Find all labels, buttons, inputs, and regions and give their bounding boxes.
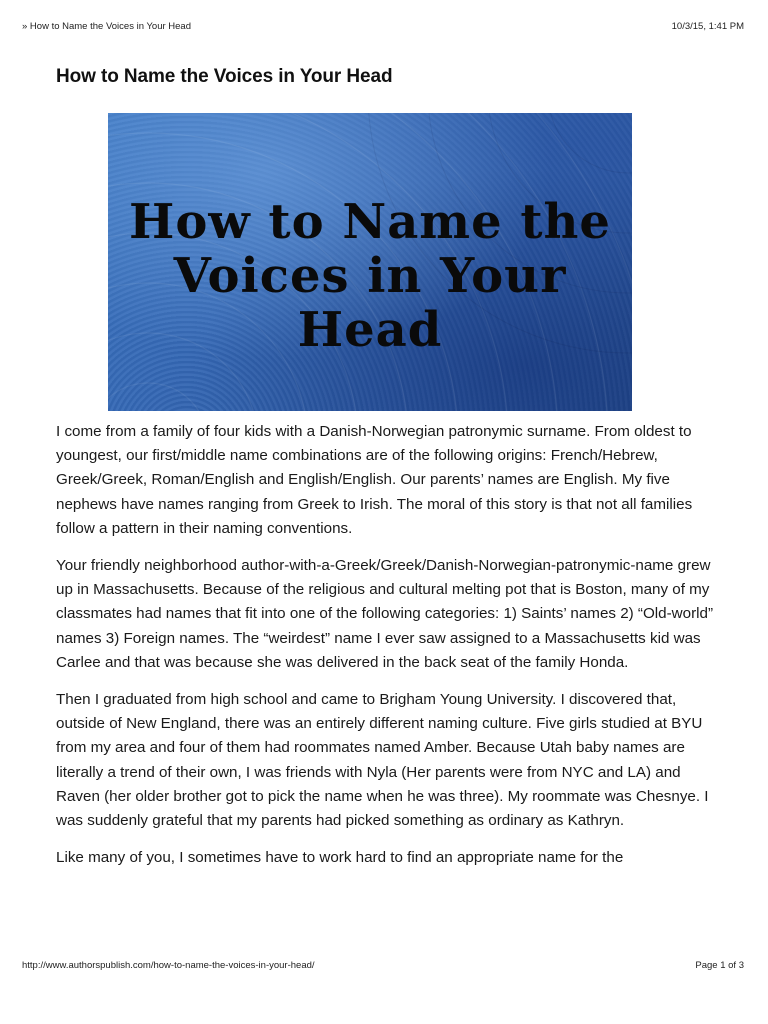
print-header — [22, 21, 744, 35]
article-body — [56, 420, 716, 883]
header-page-title: » How to Name the Voices in Your Head — [22, 21, 191, 32]
footer-url: http://www.authorspublish.com/how-to-name-the-voices-in-your-head/ — [22, 960, 315, 971]
page-number: Page 1 of 3 — [695, 960, 744, 971]
paragraph: Like many of you, I sometimes have to work hard to find an appropriate name for the — [56, 849, 624, 867]
print-footer — [22, 960, 744, 974]
hero-image — [108, 113, 632, 411]
paragraph: Then I graduated from high school and came to Brigham Young University. I discovered that, outside of New England, there was an entirely different naming culture. Five girls studied at BYU from my area and four of them had roommates named Amber. Because Utah baby names are literally a trend of their own, I was friends with Nyla (Her parents were from NYC and LA) and Raven (her older brother got to pick the name when he was three). My roommate was Chesnye. I was suddenly grateful that my parents had picked something as ordinary as Kathryn. — [56, 691, 709, 830]
article-title: How to Name the Voices in Your Head — [56, 66, 393, 87]
paragraph: I come from a family of four kids with a Danish-Norwegian patronymic surname. From oldest to youngest, our first/middle name combinations are of the following origins: French/Hebrew, Greek/Greek, Roman/English and English/English. Our parents’ names are English. My five nephews have names ranging from Greek to Irish. The moral of this story is that not all families follow a pattern in their naming conventions. — [56, 423, 693, 537]
hero-heading-line-1: How to Name the — [129, 194, 611, 250]
hero-heading-line-2: Voices in Your Head — [173, 248, 567, 358]
paragraph: Your friendly neighborhood author-with-a-Greek/Greek/Danish-Norwegian-patronymic-name grew up in Massachusetts. Because of the religious and cultural melting pot that is Boston, many of my classmates had names that fit into one of the following categories: 1) Saints’ names 2) “Old-world” names 3) Foreign names. The “weirdest” name I ever saw assigned to a Massachusetts kid was Carlee and that was because she was delivered in the back seat of the family Honda. — [56, 557, 714, 671]
hero-heading — [108, 195, 632, 357]
header-datetime: 10/3/15, 1:41 PM — [671, 21, 744, 32]
